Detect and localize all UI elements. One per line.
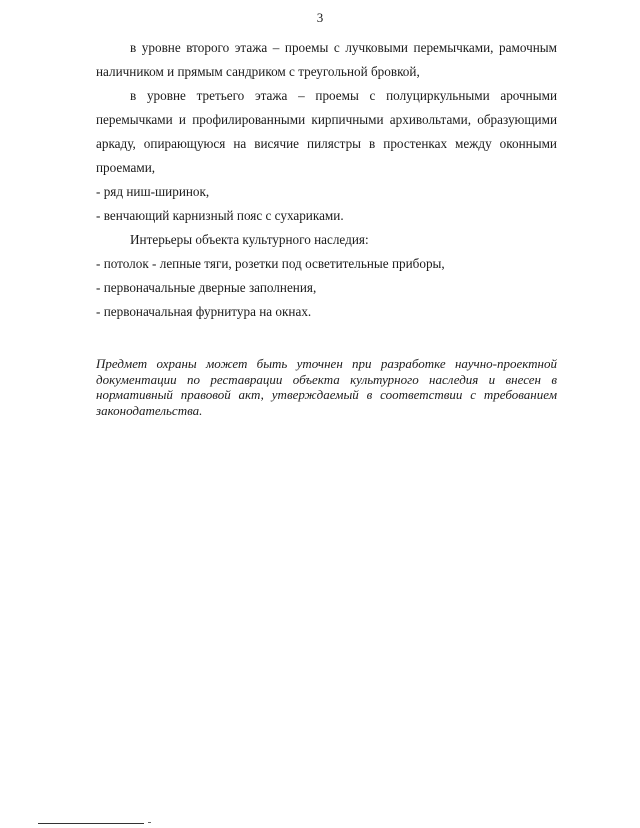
- protection-subject-list: [96, 36, 557, 228]
- interiors-section: [96, 228, 557, 324]
- list-item-niches: - ряд ниш-ширинок,: [96, 184, 210, 199]
- list-item-cornice: - венчающий карнизный пояс с сухариками.: [96, 208, 344, 223]
- list-item-ceiling: - потолок - лепные тяги, розетки под осветительные приборы,: [96, 256, 445, 271]
- clarification-note: Предмет охраны может быть уточнен при разработке научно-проектной документации по реставрации объекта культурного наследия и внесен в нормативный правовой акт, утверждаемый в соответствии с требованием законодательства.: [96, 356, 557, 418]
- list-item-doors: - первоначальные дверные заполнения,: [96, 280, 317, 295]
- page-number: 3: [316, 10, 324, 25]
- footnote-rule: [38, 823, 144, 824]
- list-item-window-fittings: - первоначальная фурнитура на окнах.: [96, 304, 312, 319]
- paragraph-second-floor: в уровне второго этажа – проемы с лучковыми перемычками, рамочным наличником и прямым сандриком с треугольной бровкой,: [96, 40, 557, 79]
- paragraph-third-floor: в уровне третьего этажа – проемы с полуциркульными арочными перемычками и профилированными кирпичными архивольтами, образующими аркаду, опирающуюся на висячие пилястры в простенках между оконными проемами,: [96, 88, 557, 175]
- interiors-heading: Интерьеры объекта культурного наследия:: [130, 232, 369, 247]
- footnote-rule-tick: [148, 822, 151, 823]
